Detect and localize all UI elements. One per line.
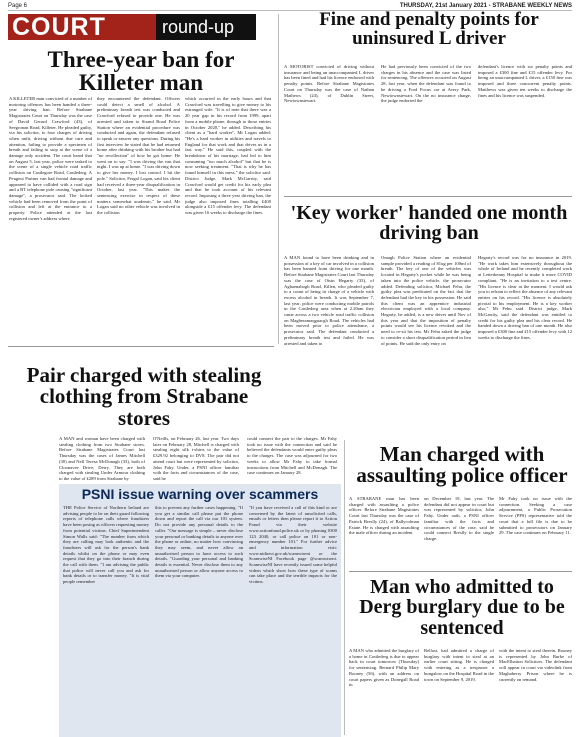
derg-col-2: Belfast, had admitted a charge of burglary with intent to steal at an earlier court sitting. He is charged with entering as a trespasser a bungalow on the Hospital Road in the town on September 9, 2019, bbox=[424, 648, 494, 682]
banner-court: COURT bbox=[8, 14, 156, 40]
killeter-headline: Three-year ban for Killeter man bbox=[47, 47, 235, 96]
pair-col-2: O'Neills, on February 26, last year. Two days later on February 28, Mitchell is charged with stealing eight silk t-shirts to the value of £329.92 belonging to DV8. The pair did not attend court but were represented by solicitor, John Fahy. Under, a PSNI officer familiar with the facts and circumstances of the case, said he bbox=[153, 436, 239, 481]
banner-roundup: round-up bbox=[156, 14, 256, 40]
assault-headline: Man charged with assaulting police officer bbox=[356, 442, 568, 488]
assault-col-1: A STRABANE man has been charged with assaulting a police officer. Before Strabane Magistrates Court last Thursday was the case of Patrick Breslly (24), of Ballycolman Estate. He is charged with assaulting the male officer during an incident bbox=[349, 496, 419, 536]
psni-col-3: "If you have received a call of this kind or are concerned by the latest of unsolicited calls, emails or letters then please report it to Action Fraud via their website www.actionfraud.police.uk or by phoning 0300 123 2040, or call police on 101 or non-emergency number 101." For further advice and information visit: www.nidirect.gov.uk/scamwiseni or the ScamwiseNI Facebook page @scamwiseni. ScamwiseNI have recently issued some helpful videos which show how these type of scams can take place and the terrible impacts for the victims. bbox=[249, 505, 337, 585]
assault-col-2: on December 19, last year. The defendant did not appear in court but was represented by solicitor, John Fahy. Under oath, a PSNI officer familiar with the facts and circumstances of the case, said he could connect Breslly to the single charge. bbox=[424, 496, 494, 541]
derg-col-1: A MAN who admitted the burglary of a home in Castlederg is due to appear back in court tomorrow (Thursday) for sentencing. Bernard Philip Mary Rooney (56), with an address on court papers given as Donegall Road in bbox=[349, 648, 419, 688]
page-number: Page 6 bbox=[8, 3, 28, 9]
fine-col-3: defendant's licence with six penalty points and imposed a £300 fine and £15 offender levy. For being an unaccompanied L driver, a £150 fine was imposed and three concurrent penalty points. Matthews was given ten weeks to discharge the fines and his licence was suspended. bbox=[478, 64, 572, 98]
fine-col-1: A MOTORIST convicted of driving without insurance and being an unaccompanied L driver has been fined and had his licence endorsed with penalty points. Before Strabane Magistrates Court on Thursday was the case of Nathan Mathews (24), of Dublin Street, Newtownstewart. bbox=[284, 64, 374, 104]
section-rule bbox=[8, 346, 274, 347]
killeter-col-3: which occurred in the early hours and that Crawford was travelling to give money to his estranged wife. "It is of note that there was a 20 year gap in his record from 1999, apart from a mobile phone, through to those entries in October 2020," he added. Describing his client as a "hard worker", Mr Logan added: "He's a hard worker in utilities and travels to England for that work and that drives us in a fast way." He said this, coupled with the breakdown of his marriage, had led to him consuming "too much alcohol" but that he is now seeking treatment. "That is why he has found himself in this mess," the solicitor said. District Judge, Mark McGarrity, said Crawford would get credit for his early plea and that he took account of his relevant record. Imposing a three year driving ban, the judge also imposed fines totalling £400 alongside a £15 offender levy. The defendant was given 16 weeks to discharge the fines. bbox=[185, 96, 271, 216]
psni-headline: PSNI issue warning over scammers bbox=[81, 486, 319, 502]
killeter-col-1: A KILLETER man convicted of a number of motoring offences has been handed a three-year driving ban. Before Strabane Magistrates Court on Thursday was the case of David Gerard Crawford (43), of Seegronan Road, Killeter. He pleaded guilty, via his solicitor, to four charges of driving when unfit, driving without due care and attention, failing to provide a specimen of breath and failing to stop at the scene of a damage only accident. The court heard that on August 5, last year, police were tasked to the scene of a single vehicle road traffic collision on Castlegore Road, Castlederg. A Peugeot Partner van had frontal damage and appeared to have collided with a road sign and a BT telephone pole causing "significant damage", a prosecutor said. The locked vehicle had been removed from the point of collision and left at the entrance to a property. Police attended at the last registered owner's address where bbox=[9, 96, 92, 221]
pair-col-1: A MAN and woman have been charged with stealing clothing from two Strabane stores. Before Strabane Magistrates Court last Thursday was the cases of James Mitchell (30) and Nell Teresa McDonagh (33), both of Cloonavee Drive, Derry. They are both charged with stealing Under Armour clothing to the value of £289 from Strabane by bbox=[59, 436, 145, 481]
fine-headline: Fine and penalty points for uninsured L driver bbox=[319, 9, 539, 50]
column-divider bbox=[278, 14, 279, 344]
keyworker-col-3: Hegarty's record was for no insurance in 2019. "He work takes him extensively throughout the whole of Ireland and he recently completed work at Letterkenny Hospital to make it more COVID compliant. "He is an invitation to a test centre. "His licence is clear at the moment. I would ask you to refrain to reflect the absence of any relevant entries on his record. "His licence is absolutely pivotal to his employment. He is a key worker also," Mr Fehu said. District judge, Mark McGarrity, said the defendant was entitled to credit for his guilty plea and his clear record. He handed down a driving ban of one month. He also imposed a £300 fine and £15 offender levy with 12 weeks to discharge the fines. bbox=[478, 255, 572, 340]
killeter-col-2: they encountered the defendant. Officers could detect a smell of alcohol. A preliminary breath test was conducted and Crawford refused to provide one. He was arrested and taken to Strand Road Police Station where an evidential procedure was conducted and again, the defendant refused to speak or answer any questions. During his first interview he stated that he had returned home after drinking with his brother but had "no recollection" of how he got home. He went on to say: "I was driving the van that night. I was up at home. "I was driving down to give her money. I lost control. I hit the pole." Solicitor, Fergal Logan, said his client had received a three-year disqualification in October, last year. "This makes the sentencing exercise in respect of these matters somewhat academic," he said. Mr Logan said no other vehicle was involved in the collision bbox=[97, 96, 180, 216]
derg-col-3: with the intent to steal therein. Rooney is represented by John Burke of MacElhatton Solicitors. The defendant will appear in court via videolink from Maghaberry Prison where he is currently on remand. bbox=[499, 648, 572, 682]
pair-col-3: could connect the pair to the charges. Mr Fahy took no issue with the connection and said he believed the defendants would enter guilty pleas to the charges. The case was adjourned for two weeks to allow Mr Fahy to take formal instructions from Mitchell and McDonagh. The case continues on January 28. bbox=[247, 436, 337, 476]
keyworker-headline: 'Key worker' handed one month driving ban bbox=[290, 202, 568, 245]
edition-line: THURSDAY, 21st January 2021 - STRABANE WEEKLY NEWS bbox=[399, 3, 572, 9]
keyworker-col-2: Omagh Police Station where an evidential sample provided a reading of 81ug per 100ml of breath. The key of one of the vehicles was located in Hegarty's pocket while he was being taken into the police vehicle, the prosecutor added. Defending solicitor, Michael Fehu, the guilty plea was predicated on the fact that the defendant had the key in his possession. He said this client was an apprentice industrial electrician employed with a local company. Hegarty, he added, is a new driver until Nov of this year and that the imposition of penalty points would see his licence revoked and the need to re-sit his test. Mr Fehu asked the judge to consider a short disqualification period in lieu of points. He said the only entry on bbox=[381, 255, 471, 346]
section-rule bbox=[284, 196, 572, 197]
psni-col-2: this to prevent any further cases happening. "If you get a similar call please put the phone down and report the call via our 101 system. Do not provide any personal details to the caller. "Our message is simple – never disclose your personal or banking details to anyone over the phone or online, no matter how convincing they may seem, and never allow an unauthorised person to have access to such details. "Guarding your personal and banking details is essential. Never disclose them to any unauthorised person or allow anyone access to them via your computer. bbox=[155, 505, 243, 579]
psni-col-1: THE Police Service of Northern Ireland are advising people to be on their guard following reports of telephone calls where fraudsters have been posing as officers requesting money from potential victims. Chief Superintendent Simon Walls said: "The number from which they are calling may look authentic and the fraudsters will ask for the person's bank details whilst on the phone or may even request that they go into their branch during the call with them. "I am advising the public that police will never call you and ask for bank details or to transfer money. "It is vital people remember bbox=[63, 505, 149, 585]
pair-headline: Pair charged with stealing clothing from Strabane stores bbox=[26, 363, 262, 430]
assault-col-3: Mr Fahy took no issue with the connection. Seeking a case adjournment, a Public Prosecution Service (PPS) representative told the court that a full file is due to be submitted to prosecutors on January 29. The case continues on February 11. bbox=[499, 496, 572, 536]
keyworker-col-1: A MAN found to have been drinking and in possession of a key of car involved in a collision has been banned from driving for one month. Before Strabane Magistrates Court last Thursday was the case of Oisin Hegarty (33), of Aghaenabogh Road, Killen, who pleaded guilty to a count of being in charge of a vehicle with excess alcohol in breath. It was September 7, last year, police were conducting mobile patrols in the Castlederg area when at 2.20am they came across a two vehicle road traffic collision on Magheramaqguacgh Road. The vehicles had been moved prior to police attendance, a prosecutor said. The defendant conducted a preliminary breath test and failed. He was arrested and taken to bbox=[284, 255, 374, 346]
section-rule bbox=[349, 571, 572, 572]
fine-col-2: He had previously been convicted of the two charges in his absence and the case was listed for sentencing. The offences occurred on August 28, last year, when the defendant was found to be driving a Ford Focus car at Avery Park, Newtownstewart. On the no insurance charge, the judge endorsed the bbox=[381, 64, 471, 104]
column-divider bbox=[344, 440, 345, 735]
court-roundup-banner bbox=[8, 14, 278, 40]
derg-headline: Man who admitted to Derg burglary due to be sentenced bbox=[359, 576, 565, 639]
